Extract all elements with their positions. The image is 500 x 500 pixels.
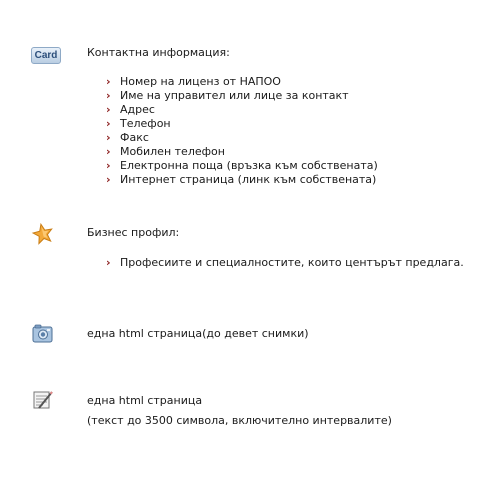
- list-item: › Електронна поща (връзка към собствената): [106, 159, 378, 172]
- list-item: › Телефон: [106, 117, 171, 130]
- card-icon: Card: [31, 47, 61, 64]
- bullet-icon: ›: [106, 131, 111, 144]
- bullet-icon: ›: [106, 117, 111, 130]
- list-item: › Мобилен телефон: [106, 145, 225, 158]
- bullet-icon: ›: [106, 256, 111, 269]
- list-item: › Факс: [106, 131, 149, 144]
- contact-title: Контактна информация:: [87, 46, 230, 59]
- bullet-icon: ›: [106, 103, 111, 116]
- star-icon: [31, 222, 55, 244]
- list-item: › Адрес: [106, 103, 155, 116]
- business-title: Бизнес профил:: [87, 226, 180, 239]
- list-item: › Номер на лиценз от НАПОО: [106, 75, 281, 88]
- text-page-line2: (текст до 3500 символа, включително интервалите): [87, 414, 392, 427]
- camera-icon: [31, 323, 55, 345]
- business-list: [106, 256, 464, 270]
- bullet-icon: ›: [106, 173, 111, 186]
- bullet-icon: ›: [106, 89, 111, 102]
- photos-text: една html страница(до девет снимки): [87, 327, 309, 340]
- list-item: › Интернет страница (линк към собствената): [106, 173, 377, 186]
- bullet-icon: ›: [106, 159, 111, 172]
- contact-list: [106, 75, 378, 187]
- list-item: › Професиите и специалностите, които центърът предлага.: [106, 256, 464, 269]
- notepad-pencil-icon: [31, 388, 55, 410]
- list-item: › Име на управител или лице за контакт: [106, 89, 349, 102]
- bullet-icon: ›: [106, 145, 111, 158]
- text-page-line1: една html страница: [87, 394, 203, 407]
- bullet-icon: ›: [106, 75, 111, 88]
